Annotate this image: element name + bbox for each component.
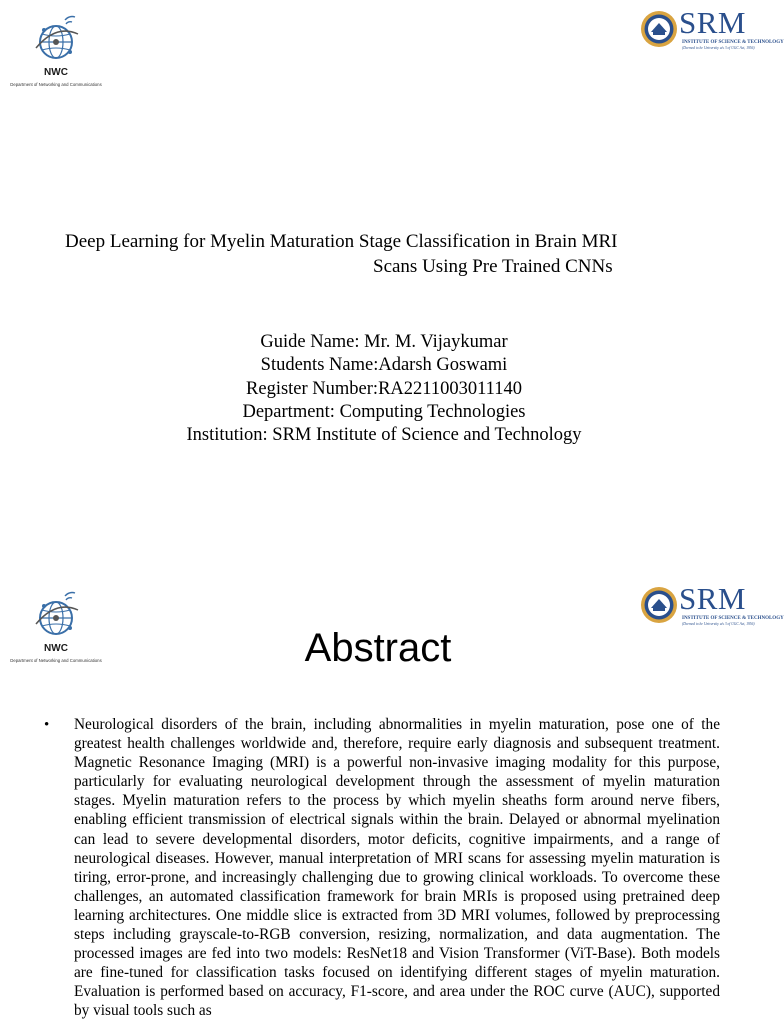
presenter-info: [0, 331, 768, 447]
title-line-2: Scans Using Pre Trained CNNs: [373, 256, 613, 277]
institution: Institution: SRM Institute of Science and Technology: [186, 425, 582, 446]
register-number: Register Number:RA2211003011140: [246, 378, 522, 399]
srm-logo-subtitle: INSTITUTE OF SCIENCE & TECHNOLOGY: [682, 616, 784, 621]
srm-logo: [640, 5, 784, 55]
student-name: Students Name:Adarsh Goswami: [260, 355, 508, 376]
srm-logo-text: SRM: [679, 5, 746, 40]
nwc-logo-subtitle: Department of Networking and Communications: [10, 82, 102, 87]
guide-name: Guide Name: Mr. M. Vijaykumar: [260, 332, 508, 352]
srm-logo-tagline: (Deemed to be University u/s 3 of UGC Act, 1956): [682, 46, 755, 50]
nwc-logo-subtitle: Department of Networking and Communications: [10, 658, 102, 663]
presentation-title: [0, 229, 768, 279]
srm-seal-icon: [640, 586, 678, 624]
abstract-paragraph: Neurological disorders of the brain, including abnormalities in myelin maturation, pose one of the greatest health challenges worldwide and, therefore, require early diagnosis and subsequent treatment. Magnetic Resonance Imaging (MRI) is a powerful non-invasive imaging modality for this purpose, particularly for evaluating neurological development through the assessment of myelin maturation stages. Myelin maturation refers to the process by which myelin sheaths form around nerve fibers, enabling efficient transmission of electrical signals within the brain. Delayed or abnormal myelination can lead to severe developmental disorders, motor deficits, cognitive impairments, and a range of neurological diseases. However, manual interpretation of MRI scans for assessing myelin maturation is tiring, error-prone, and increasingly challenging due to growing clinical workloads. To overcome these challenges, an automated classification framework for brain MRIs is proposed using pretrained deep learning architectures. One middle slice is extracted from 3D MRI volumes, followed by preprocessing steps including grayscale-to-RGB conversion, resizing, normalization, and data augmentation. The processed images are fed into two models: ResNet18 and Vision Transformer (ViT-Base). Both models are fine-tuned for classification tasks focused on identifying different stages of myelin maturation. Evaluation is performed based on accuracy, F1-score, and area under the ROC curve (AUC), supported by visual tools such as: [74, 716, 720, 1020]
srm-logo: [640, 581, 784, 631]
nwc-globe-icon: [32, 14, 82, 66]
srm-logo-tagline: (Deemed to be University u/s 3 of UGC Act, 1956): [682, 622, 755, 626]
srm-logo-text: SRM: [679, 581, 746, 616]
srm-seal-icon: [640, 10, 678, 48]
bullet-marker: •: [44, 717, 50, 733]
department: Department: Computing Technologies: [242, 401, 526, 422]
title-line-1: Deep Learning for Myelin Maturation Stage Classification in Brain MRI: [65, 231, 618, 252]
nwc-logo: [2, 12, 110, 94]
srm-logo-subtitle: INSTITUTE OF SCIENCE & TECHNOLOGY: [682, 40, 784, 45]
nwc-logo-text: NWC: [44, 643, 68, 654]
nwc-logo-text: NWC: [44, 67, 68, 78]
abstract-slide: [0, 576, 784, 1024]
abstract-heading: Abstract: [304, 626, 452, 670]
